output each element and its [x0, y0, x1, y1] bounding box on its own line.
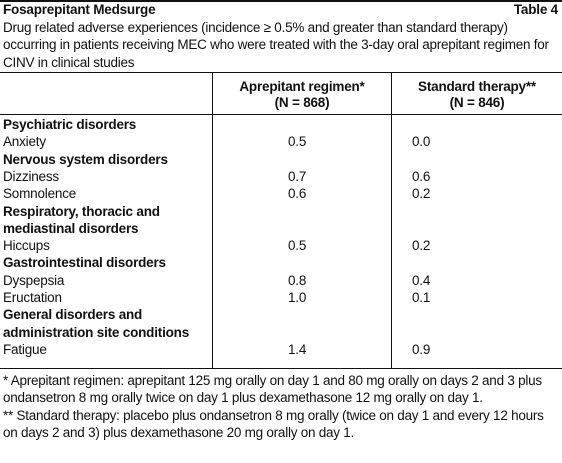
aprepitant-value: 0.7	[288, 168, 307, 184]
category-label: mediastinal disorders	[3, 220, 139, 236]
caption-rule	[0, 72, 562, 73]
table-row	[3, 273, 559, 290]
standard-value: 0.4	[412, 272, 431, 288]
category-label: Gastrointestinal disorders	[3, 255, 166, 271]
column-header-aprepitant-name: Aprepitant regimen*	[239, 79, 365, 94]
category-row	[3, 255, 559, 272]
category-label: General disorders and	[3, 307, 143, 323]
row-label: Dyspepsia	[3, 272, 65, 288]
row-label: Eructation	[3, 290, 62, 305]
footnote-standard: ** Standard therapy: placebo plus ondansetron 8 mg orally (twice on day 1 and every 12 hours on days 2 and 3) plus dexamethasone 20 mg orally on day 1.	[3, 407, 544, 440]
aprepitant-value: 1.4	[288, 341, 307, 357]
table-row	[3, 186, 559, 203]
document-title: Fosaprepitant Medsurge	[3, 2, 156, 17]
table-row	[3, 238, 559, 255]
table-header	[3, 1, 558, 19]
category-label: administration site conditions	[3, 324, 190, 340]
standard-value: 0.1	[412, 290, 431, 305]
standard-value: 0.2	[412, 238, 431, 254]
table-caption: Drug related adverse experiences (incidence ≥ 0.5% and greater than standard therapy) occurring in patients receiving MEC who were treated with the 3-day oral aprepitant regimen for CINV in clinical studies	[3, 20, 549, 70]
row-label: Dizziness	[3, 168, 59, 184]
header-rule	[0, 114, 562, 115]
column-header-aprepitant-n: (N = 868)	[274, 95, 330, 110]
aprepitant-value: 0.6	[288, 186, 307, 202]
bottom-rule	[0, 368, 562, 369]
row-label: Somnolence	[3, 186, 77, 202]
category-row	[3, 325, 559, 342]
table-row	[3, 134, 559, 151]
table-row	[3, 290, 559, 307]
category-row	[3, 152, 559, 169]
category-row	[3, 204, 559, 221]
category-row	[3, 221, 559, 238]
row-label: Anxiety	[3, 134, 46, 150]
column-header-standard	[392, 79, 562, 111]
aprepitant-value: 1.0	[288, 290, 307, 305]
standard-value: 0.0	[412, 134, 431, 150]
standard-value: 0.9	[412, 341, 431, 357]
footnotes	[3, 372, 559, 441]
column-header-standard-name: Standard therapy**	[418, 79, 536, 94]
standard-value: 0.2	[412, 186, 431, 202]
category-label: Nervous system disorders	[3, 151, 168, 167]
row-label: Fatigue	[3, 341, 47, 357]
aprepitant-value: 0.8	[288, 272, 307, 288]
table-row	[3, 169, 559, 186]
table-label: Table 4	[513, 2, 558, 17]
table-row	[3, 342, 559, 359]
aprepitant-value: 0.5	[288, 238, 307, 254]
category-row	[3, 117, 559, 134]
category-label: Psychiatric disorders	[3, 117, 137, 132]
category-row	[3, 307, 559, 324]
column-header-aprepitant	[213, 79, 391, 111]
footnote-aprepitant: * Aprepitant regimen: aprepitant 125 mg orally on day 1 and 80 mg orally on days 2 and 3 plus ondansetron 8 mg orally twice on day 1 plus dexamethasone 12 mg orally on day 1.	[3, 373, 542, 406]
column-header-standard-n: (N = 846)	[449, 95, 505, 110]
category-label: Respiratory, thoracic and	[3, 203, 160, 219]
standard-value: 0.6	[412, 168, 431, 184]
aprepitant-value: 0.5	[288, 134, 307, 150]
row-label: Hiccups	[3, 238, 50, 254]
